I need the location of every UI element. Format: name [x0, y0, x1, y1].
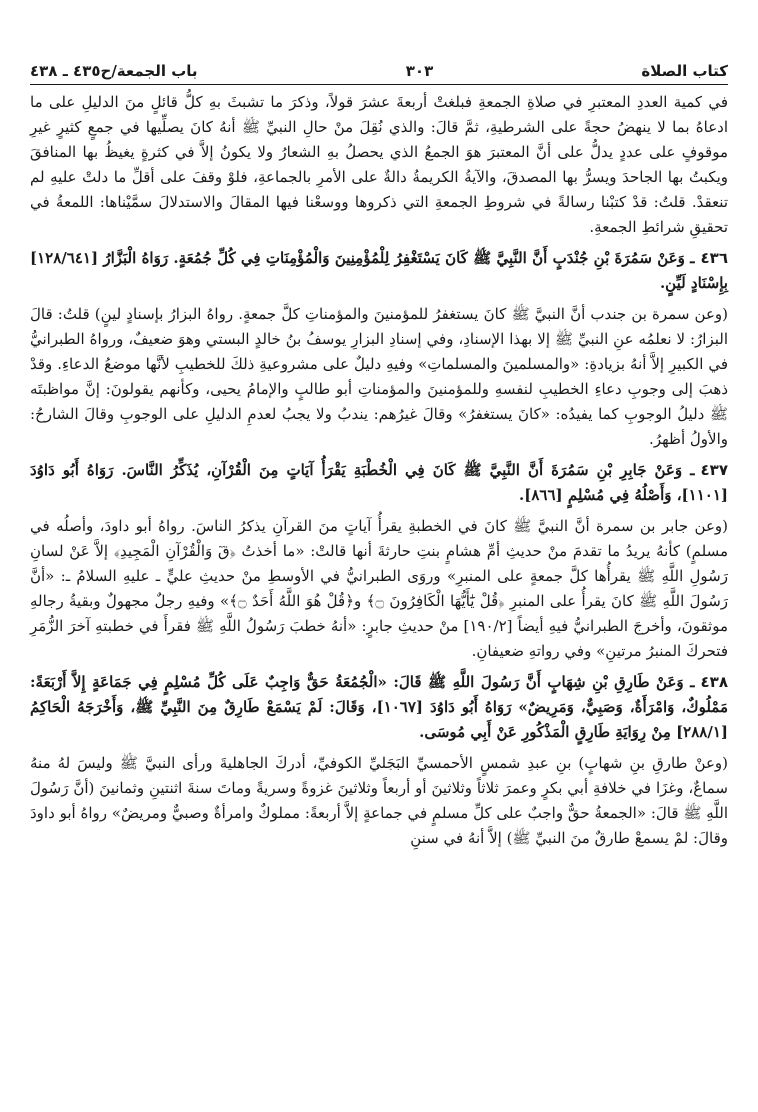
hadith-number: ٤٣٧ — [700, 461, 728, 479]
hadith-text: ـ وَعَنْ سَمُرَةَ بْنِ جُنْدَبٍ أَنَّ النَّبِيَّ ﷺ كَانَ يَسْتَغْفِرُ لِلْمُؤْمِنِينَ وَالْمُؤْمِنَاتِ فِي كُلِّ جُمُعَةٍ. رَوَاهُ الْبَزَّارُ [١٢٨/٦٤١] بِإِسْنَادٍ لَيِّنٍ. — [30, 249, 728, 292]
commentary-paragraph: (وعن سمرة بن جندب أنَّ النبيَّ ﷺ كانَ يستغفرُ للمؤمنينَ والمؤمناتِ كلَّ جمعةٍ. رواهُ البزارُ بإسنادٍ لينٍ) قلتُ: قالَ البزارُ: لا نعلمُه عنِ النبيِّ ﷺ إلا بهذا الإسنادِ، وفي إسنادِ البزارِ يوسفُ بنُ خالدٍ البستي وهوَ ضعيفٌ، ورواهُ الطبرانيُّ في الكبيرِ إلاَّ أنهُ بزيادةِ: «والمسلمينَ والمسلماتِ» وفيهِ دليلٌ على مشروعيةِ ذلكَ للخطيبِ لأنَّها موضعُ الدعاءِ. وقدْ ذهبَ إلى وجوبِ دعاءِ الخطيبِ لنفسهِ وللمؤمنينَ والمؤمناتِ أبو طالبٍ والإمامُ يحيى، وكأنهم يقولونَ: إنَّ مواظبتَه ﷺ دليلُ الوجوبِ كما يفيدُه: «كانَ يستغفرُ» وقالَ غيرُهم: يندبُ ولا يجبُ لعدمِ الدليلِ على الوجوبِ وقالَ الشارحُ: والأولُ أظهرُ. — [30, 305, 728, 448]
hadith-number: ٤٣٦ — [700, 249, 728, 267]
commentary-paragraph: في كمية العددِ المعتبرِ في صلاةِ الجمعةِ فبلغتْ أربعةَ عشرَ قولاً، وذكرَ ما تشبثَ بهِ كلُّ قائلٍ منَ الدليلِ على ما ادعاهُ بما لا ينهضُ حجةً على الشرطيةِ، ثمَّ قالَ: والذي نُقِلَ منْ حالِ النبيِّ ﷺ أنهُ كانَ يصلِّيها في جمعٍ كثيرٍ غيرِ موقوفٍ على عددٍ يدلُّ على أنَّ المعتبرَ هوَ الجمعُ الذي يحصلُ بهِ الشعارُ ولا يكونُ إلاَّ في كثرةٍ يغيظُ بها المنافقَ ويكبتُ بها الجاحدَ ويسرُّ بها المصدقَ، والآيةُ الكريمةُ دالةٌ على الأمرِ بالجماعةِ، فلوْ وقفَ على أقلِّ ما دلتْ عليهِ لم تنعقدْ. قلتُ: قدْ كتبْنا رسالةً في شروطِ الجمعةِ التي ذكروها ووسعْنا فيها المقالَ والاستدلالَ سمَّيْناها: اللمعةُ في تحقيقِ شرائطِ الجمعةِ. — [30, 93, 728, 236]
commentary-paragraph: (وعنْ طارقِ بنِ شهابٍ) بنِ عبدِ شمسٍ الأحمسيِّ البَجَليِّ الكوفيِّ، أدركَ الجاهليةَ ورأى النبيَّ ﷺ وليسَ لهُ منهُ سماعٌ، وغزَا في خلافةِ أبي بكرٍ وعمرَ ثلاثاً وثلاثينَ أو أربعاً وثلاثينَ غزوةً وسريةً وماتَ سنةَ اثنتينِ وثمانينَ (أنَّ رَسُولَ اللَّهِ ﷺ قالَ: «الجمعةُ حقٌّ واجبٌ على كلِّ مسلمٍ في جماعةٍ إلاَّ أربعةً: مملوكٌ وامرأةٌ وصبيٌّ ومريضٌ» رواهُ أبو داودَ وقالَ: لمْ يسمعْ طارقٌ منَ النبيِّ ﷺ) إلاَّ أنهُ في سننِ — [30, 754, 728, 847]
hadith-number: ٤٣٨ — [700, 673, 728, 691]
running-header — [30, 50, 728, 85]
page-number: ٣٠٣ — [405, 62, 434, 80]
hadith-text: ـ وَعَنْ جَابِرِ بْنِ سَمُرَةَ أَنَّ النَّبِيَّ ﷺ كَانَ فِي الْخُطْبَةِ يَقْرَأُ آيَاتٍ مِنَ الْقُرْآنِ، يُذَكِّرُ النَّاسَ. رَوَاهُ أَبُو دَاوُدَ [١١٠١]، وَأَصْلُهُ فِي مُسْلِمٍ [٨٦٦]. — [30, 461, 728, 504]
page-body — [30, 90, 728, 857]
commentary-paragraph: (وعن جابر بن سمرة أنَّ النبيَّ ﷺ كانَ في الخطبةِ يقرأُ آياتٍ منَ القرآنِ يذكرُ الناسَ. رواهُ أبو داودَ، وأصلُه في مسلمٍ) كأنهُ يريدُ ما تقدمَ منْ حديثِ أمِّ هشامٍ بنتِ حارثةَ أنها قالتْ: «ما أخذتُ ﴿قٓ وَالْقُرْآنِ الْمَجِيدِ﴾ إلاَّ عَنْ لسانِ رَسُولِ اللَّهِ ﷺ يقرأُها كلَّ جمعةٍ على المنبرِ» وروَى الطبرانيُّ في الأوسطِ منْ حديثِ عليٍّ ـ عليهِ السلامُ ـ: «أنَّ رَسُولَ اللَّهِ ﷺ كانَ يقرأُ على المنبرِ ﴿قُلْ يَٰٓأَيُّهَا الْكَافِرُونَ ۝﴾ و﴿قُلْ هُوَ اللَّهُ أَحَدٌ ۝﴾» وفيهِ رجلٌ مجهولٌ وبقيةُ رجالهِ موثقونَ، وأخرجَ الطبرانيُّ فيهِ أيضاً [١٩٠/٢] منْ حديثِ جابرٍ: «أنهُ خطبَ رَسُولُ اللَّهِ ﷺ فقرأَ في خطبتهِ آخرَ الزُّمَرِ فتحركَ المنبرُ مرتينِ» وفي رواتهِ ضعيفانِ. — [30, 517, 729, 660]
hadith-paragraph — [30, 670, 728, 745]
hadith-text: ـ وَعَنْ طَارِقِ بْنِ شِهَابٍ أَنَّ رَسُولَ اللَّهِ ﷺ قَالَ: «الْجُمُعَةُ حَقٌّ وَاجِبٌ عَلَى كُلِّ مُسْلِمٍ فِي جَمَاعَةٍ إِلاَّ أَرْبَعَةً: مَمْلُوكٌ، وَامْرَأَةٌ، وَصَبِيٌّ، وَمَرِيضٌ» رَوَاهُ أَبُو دَاوُدَ [١٠٦٧]، وَقَالَ: لَمْ يَسْمَعْ طَارِقٌ مِنَ النَّبِيِّ ﷺ، وَأَخْرَجَهُ الْحَاكِمُ [٢٨٨/١] مِنْ رِوَايَةِ طَارِقٍ الْمَذْكُورِ عَنْ أَبِي مُوسَى. — [30, 673, 728, 741]
book-title: كتاب الصلاة — [641, 62, 728, 80]
hadith-paragraph — [30, 246, 728, 296]
hadith-paragraph — [30, 458, 728, 508]
chapter-title: باب الجمعة/ح٤٣٥ ـ ٤٣٨ — [30, 62, 198, 80]
